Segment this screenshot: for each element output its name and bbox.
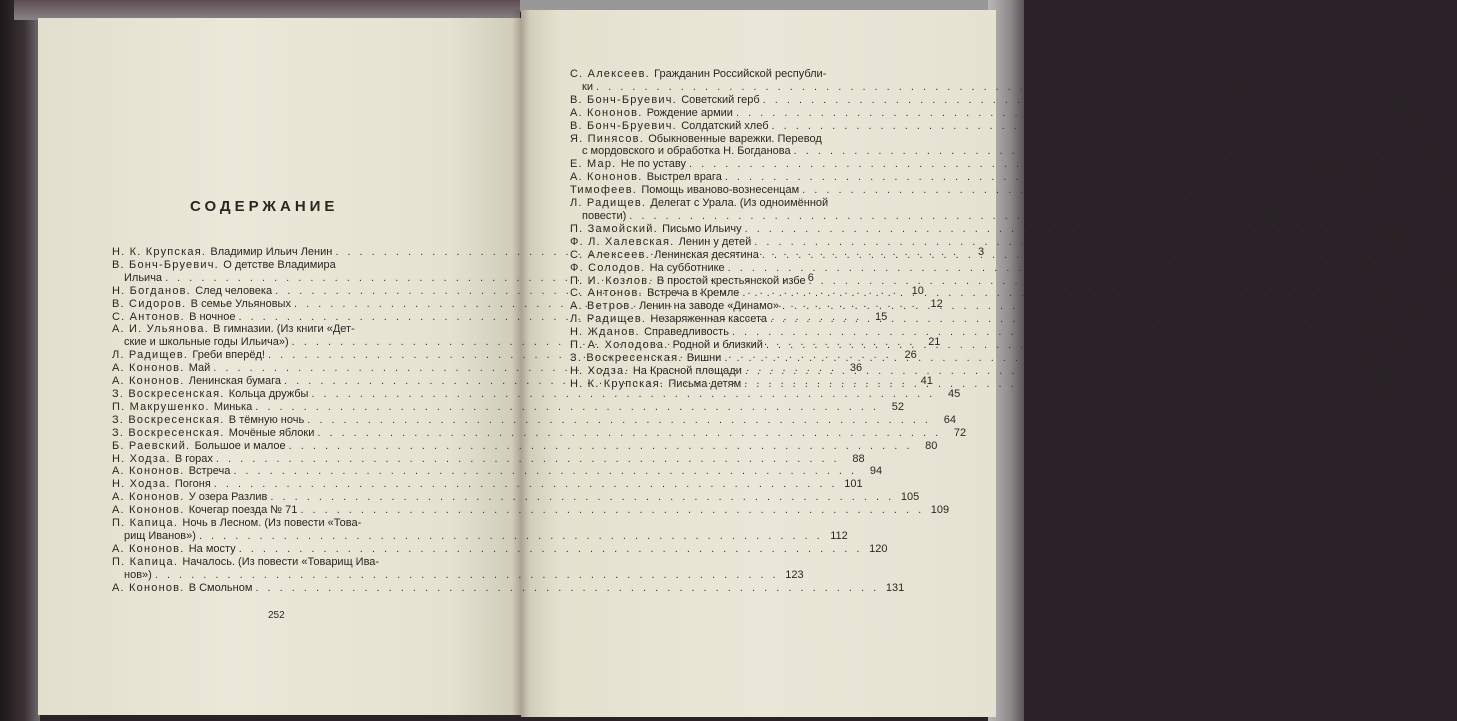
- toc-entry: [570, 106, 1385, 120]
- toc-entry: [570, 274, 1457, 288]
- toc-entry: [112, 542, 888, 556]
- toc-leader-dots: [317, 427, 941, 440]
- toc-page-number: 123: [785, 568, 804, 581]
- toc-leader-dots: [155, 569, 779, 582]
- toc-page-number: 112: [830, 529, 848, 542]
- toc-entry: [112, 478, 863, 491]
- toc-leader-dots: [216, 453, 840, 466]
- toc-entry: [112, 387, 961, 401]
- toc-author: П. А. Холодова.: [570, 339, 673, 352]
- toc-title: Выстрел врага: [646, 171, 722, 184]
- toc-leader-dots: [754, 236, 1378, 249]
- toc-title: Владимир Ильич Ленин: [210, 246, 333, 258]
- toc-entry-line: [570, 145, 1443, 158]
- toc-leader-dots: [763, 94, 1387, 107]
- page-title: СОДЕРЖАНИЕ: [190, 198, 339, 215]
- toc-title: Справедливость: [644, 326, 729, 339]
- toc-entry-line: [112, 465, 883, 478]
- toc-entry: [570, 68, 1245, 94]
- toc-leader-dots: [214, 478, 838, 491]
- toc-title: Ленинская десятина: [654, 248, 759, 261]
- toc-author: Ф. Солодов.: [570, 261, 650, 274]
- toc-title: Ленин у детей: [678, 235, 752, 248]
- toc-entry: [570, 222, 1394, 236]
- toc-page-number: 72: [953, 426, 967, 439]
- toc-author: А. Кононов.: [112, 465, 189, 478]
- toc-page-number: 236: [1354, 351, 1374, 364]
- toc-entry: [112, 400, 905, 414]
- toc-page-number: 94: [869, 465, 883, 478]
- toc-title: повести): [582, 209, 627, 222]
- toc-title: На субботнике: [649, 261, 725, 274]
- toc-entry-line-continued: [570, 133, 912, 146]
- toc-author: Л. Радищев.: [570, 197, 651, 210]
- toc-entry-line: [570, 326, 1381, 339]
- toc-entry-line: [570, 80, 1245, 94]
- toc-entry-line-continued: [112, 323, 452, 336]
- toc-entry-line: [570, 300, 1431, 313]
- toc-title: ки: [582, 80, 593, 93]
- toc-title: Незаряженная кассета: [650, 313, 768, 326]
- toc-entry: [570, 326, 1381, 339]
- toc-author: П. Капица.: [112, 517, 183, 530]
- book-board-top-left: [14, 0, 520, 20]
- toc-author: В. Бонч-Бруевич.: [570, 119, 682, 132]
- toc-leader-dots: [736, 107, 1360, 120]
- toc-entry: [570, 300, 1431, 313]
- toc-entry: [112, 504, 950, 517]
- toc-entry-line-continued: [112, 517, 452, 530]
- toc-author: П. И. Козлов.: [570, 274, 657, 287]
- toc-leader-dots: [239, 543, 863, 556]
- toc-title: нов»): [124, 568, 152, 581]
- toc-author: А. Кононов.: [112, 491, 189, 504]
- toc-title: с мордовского и обработка Н. Богданова: [582, 145, 791, 158]
- toc-page-number: 26: [904, 349, 917, 362]
- toc-page-number: 212: [1412, 300, 1431, 313]
- toc-author: Н. Ходза.: [570, 364, 633, 377]
- toc-author: П. Макрушенко.: [112, 400, 214, 413]
- toc-title: Родной и близкий: [672, 339, 763, 352]
- toc-entry: [570, 93, 1412, 107]
- toc-author: С. Антонов.: [570, 287, 648, 300]
- toc-author: А. Ветров.: [570, 300, 639, 313]
- toc-leader-dots: [725, 171, 1349, 184]
- toc-leader-dots: [794, 145, 1418, 158]
- toc-title: Не по уставу: [620, 158, 686, 171]
- toc-entry-line: [570, 248, 1411, 262]
- toc-entry-line: [112, 491, 920, 504]
- toc-author: З. Воскресенская.: [112, 426, 229, 439]
- toc-leader-dots: [596, 81, 1220, 94]
- toc-author: А. Кононов.: [570, 106, 647, 119]
- toc-entry-line: [112, 504, 950, 517]
- toc-entry-line: [570, 222, 1394, 236]
- toc-author: Н. Ходза.: [112, 478, 175, 491]
- toc-leader-dots: [289, 440, 913, 453]
- toc-author: Ф. Л. Халевская.: [570, 235, 679, 248]
- toc-entry-line: [570, 106, 1385, 120]
- toc-entry-line: [112, 568, 804, 582]
- toc-page-number: 158: [1355, 171, 1374, 184]
- toc-title: Вишни: [686, 351, 722, 364]
- toc-author: Л. Радищев.: [112, 349, 193, 362]
- toc-title: На Красной площади: [632, 364, 742, 377]
- toc-entry-line: [570, 119, 1421, 133]
- toc-title: Рождение армии: [646, 106, 733, 119]
- toc-entry: [112, 581, 905, 595]
- toc-page-number: 12: [930, 297, 943, 310]
- toc-author: П. Капица.: [112, 555, 183, 568]
- toc-page-number: 64: [943, 413, 956, 426]
- toc-page-number: 201: [1372, 287, 1392, 300]
- toc-entry-line: [112, 413, 956, 427]
- toc-entry-line: [112, 439, 938, 453]
- toc-page-number: 233: [1396, 339, 1415, 352]
- toc-entry: [570, 132, 1443, 159]
- toc-author: З. Воскресенская.: [570, 351, 687, 364]
- toc-page-number: 45: [947, 387, 961, 400]
- toc-author: Л. Радищев.: [570, 313, 651, 326]
- toc-leader-dots: [744, 378, 1368, 391]
- toc-page-number: 41: [920, 375, 933, 388]
- toc-leader-dots: [300, 504, 924, 517]
- toc-title: В горах: [174, 452, 213, 465]
- toc-leader-dots: [233, 465, 857, 478]
- toc-title: Началось. (Из повести «Товарищ Ива-: [182, 555, 380, 568]
- toc-title: Делегат с Урала. (Из одноимённой: [650, 197, 829, 210]
- toc-leader-dots: [629, 210, 1253, 223]
- toc-author: Н. Богданов.: [112, 284, 196, 297]
- toc-page-number: 175: [1375, 222, 1394, 235]
- toc-leader-dots: [770, 310, 1394, 326]
- toc-entry-line-continued: [570, 197, 912, 210]
- toc-page-number: 52: [891, 400, 905, 413]
- toc-page-number: 195: [1358, 261, 1377, 274]
- toc-leader-dots: [772, 120, 1396, 133]
- toc-page-number: 165: [1259, 209, 1279, 222]
- toc-author: А. Кононов.: [570, 171, 647, 184]
- toc-author: П. Замойский.: [570, 222, 663, 235]
- toc-page-number: 131: [885, 581, 905, 594]
- toc-author: А. Кононов.: [112, 542, 189, 555]
- toc-page-number: 105: [900, 491, 920, 504]
- toc-author: А. Кононов.: [112, 504, 189, 517]
- toc-entry-line: [112, 542, 888, 556]
- toc-entry-line-continued: [570, 68, 912, 81]
- toc-title: В ночное: [189, 310, 236, 323]
- toc-title: Гражданин Российской республи-: [654, 68, 827, 80]
- toc-author: Б. Раевский.: [112, 439, 195, 452]
- toc-leader-dots: [199, 530, 823, 543]
- toc-page-number: 192: [1392, 248, 1411, 261]
- toc-title: Кочегар поезда № 71: [188, 504, 298, 517]
- toc-entry: [570, 119, 1421, 133]
- toc-entry-line: [112, 452, 865, 466]
- toc-entry: [570, 197, 1279, 223]
- toc-title: Минька: [213, 400, 253, 413]
- toc-title: В семье Ульяновых: [190, 297, 291, 310]
- toc-page-number: 146: [1401, 119, 1421, 132]
- toc-page-number: 21: [928, 336, 941, 349]
- toc-author: В. Бонч-Бруевич.: [112, 258, 224, 271]
- toc-entry: [112, 439, 938, 453]
- toc-entry-line-continued: [112, 556, 452, 569]
- toc-author: З. Воскресенская.: [112, 413, 229, 426]
- toc-title: Греби вперёд!: [192, 349, 265, 362]
- toc-entry: [112, 452, 865, 466]
- toc-title: Обыкновенные варежки. Перевод: [648, 132, 822, 145]
- toc-page-number: 6: [807, 271, 814, 284]
- toc-page-number: 216: [1400, 313, 1419, 326]
- toc-entry: [570, 158, 1338, 171]
- toc-title: У озера Разлив: [188, 491, 268, 504]
- toc-author: А. Кононов.: [112, 581, 189, 594]
- toc-author: А. И. Ульянова.: [112, 323, 214, 336]
- toc-entry-line: [112, 387, 961, 401]
- toc-author: С. Алексеев.: [570, 248, 655, 261]
- toc-page-number: 88: [852, 452, 865, 465]
- toc-leader-dots: [307, 414, 931, 427]
- toc-page-number: 120: [869, 542, 888, 555]
- toc-title: Встреча в Кремле: [647, 287, 740, 300]
- toc-entry: [112, 426, 967, 440]
- toc-author: Н. Жданов.: [570, 326, 645, 339]
- toc-leader-dots: [766, 339, 1390, 352]
- toc-page-number: 188: [1384, 235, 1404, 248]
- toc-page-number: 243: [1375, 364, 1394, 377]
- toc-entry-line: [570, 274, 1457, 288]
- toc-page-number: 198: [1439, 274, 1457, 287]
- toc-entry-line: [570, 209, 1279, 223]
- toc-author: В. Бонч-Бруевич.: [570, 93, 682, 106]
- toc-entry-line: [112, 478, 863, 491]
- toc-title: В тёмную ночь: [228, 413, 305, 426]
- toc-page-number: 135: [1226, 80, 1245, 93]
- toc-title: Погоня: [174, 478, 211, 491]
- toc-entry-line: [570, 184, 1451, 197]
- toc-leader-dots: [255, 582, 879, 595]
- toc-entry: [570, 171, 1374, 184]
- toc-entry: [570, 184, 1451, 197]
- toc-page-number: 139: [1393, 93, 1412, 106]
- toc-entry: [570, 261, 1377, 275]
- toc-author: Н. Ходза.: [112, 452, 175, 465]
- toc-page-number: 155: [1319, 158, 1338, 171]
- toc-page-number: 80: [925, 439, 938, 452]
- toc-entry-line: [570, 364, 1394, 378]
- toc-title: ские и школьные годы Ильича»): [124, 336, 289, 349]
- toc-entry: [112, 491, 920, 504]
- toc-author: В. Сидоров.: [112, 297, 191, 310]
- toc-title: Помощь иваново-вознесенцам: [641, 184, 800, 197]
- toc-title: Большое и малое: [194, 439, 286, 452]
- toc-title: На мосту: [188, 542, 236, 555]
- toc-page-number: 142: [1366, 106, 1385, 119]
- toc-author: Тимофеев.: [570, 184, 642, 197]
- toc-entry: [570, 235, 1404, 249]
- toc-leader-dots: [724, 352, 1348, 365]
- toc-leader-dots: [270, 491, 894, 504]
- toc-entry-line: [570, 93, 1412, 107]
- toc-title: Письма детям: [668, 377, 742, 390]
- toc-page-number: 109: [930, 504, 950, 517]
- toc-title: Ленинская бумага: [188, 375, 282, 388]
- toc-leader-dots: [745, 223, 1369, 236]
- toc-author: А. Кононов.: [112, 375, 189, 388]
- toc-entry-line: [112, 529, 848, 543]
- toc-entry-line: [112, 581, 905, 595]
- toc-entry: [570, 364, 1394, 378]
- toc-leader-dots: [255, 401, 879, 414]
- toc-page-number: 36: [849, 362, 863, 375]
- toc-author: Н. К. Крупская.: [112, 246, 211, 258]
- toc-entry-line-continued: [112, 259, 452, 272]
- toc-page-number: 3: [978, 246, 985, 258]
- toc-leader-dots: [742, 284, 1366, 300]
- toc-entry: [570, 248, 1411, 262]
- toc-page-number: 101: [844, 478, 863, 491]
- toc-author: А. Кононов.: [112, 362, 189, 375]
- toc-entry: [112, 555, 804, 582]
- toc-title: Май: [188, 362, 211, 375]
- toc-title: Солдатский хлеб: [681, 119, 769, 132]
- toc-title: Ильича: [124, 271, 163, 284]
- toc-title: Ленин на заводе «Динамо»: [638, 300, 779, 313]
- toc-author: С. Алексеев.: [570, 68, 655, 80]
- toc-page-number: 149: [1424, 145, 1443, 158]
- toc-title: Советский герб: [681, 93, 760, 106]
- toc-leader-dots: [745, 365, 1369, 378]
- toc-page-number: 250: [1374, 377, 1393, 390]
- toc-entry: [570, 310, 1419, 326]
- toc-entry-line: [112, 400, 905, 414]
- toc-leader-dots: [762, 249, 1386, 262]
- page-number: 252: [268, 610, 285, 621]
- toc-page-number: 162: [1432, 184, 1451, 197]
- toc-title: О детстве Владимира: [223, 258, 336, 271]
- toc-title: След человека: [195, 284, 273, 297]
- toc-title: Ночь в Лесном. (Из повести «Това-: [182, 517, 362, 530]
- toc-leader-dots: [732, 326, 1356, 339]
- toc-entry: [112, 413, 956, 427]
- toc-author: Н. К. Крупская.: [570, 377, 669, 390]
- toc-page-number: 10: [911, 284, 924, 297]
- toc-entry-line: [570, 158, 1338, 171]
- toc-leader-dots: [782, 297, 1406, 313]
- toc-author: З. Воскресенская.: [112, 387, 229, 400]
- toc-entry-line: [570, 171, 1374, 184]
- toc-page-number: 15: [875, 310, 888, 323]
- book-cover-left-edge: [0, 0, 40, 721]
- toc-entry-line: [570, 235, 1404, 249]
- toc-leader-dots: [802, 184, 1426, 197]
- toc-leader-dots: [689, 158, 1313, 171]
- toc-title: В простой крестьянской избе: [656, 274, 806, 287]
- toc-title: Мочёные яблоки: [228, 426, 315, 439]
- toc-title: Письмо Ильичу: [662, 222, 742, 235]
- toc-leader-dots: [728, 262, 1352, 275]
- toc-entry-line: [570, 261, 1377, 275]
- toc-title: В Смольном: [188, 581, 253, 594]
- toc-entry: [112, 465, 883, 478]
- toc-entry-line: [570, 310, 1419, 326]
- toc-author: Е. Мар.: [570, 158, 621, 171]
- toc-entry: [112, 517, 848, 543]
- toc-title: Встреча: [188, 465, 231, 478]
- toc-leader-dots: [809, 275, 1433, 288]
- toc-entry-line: [112, 426, 967, 440]
- toc-title: Кольца дружбы: [228, 387, 309, 400]
- toc-title: рищ Иванов»): [124, 529, 196, 542]
- toc-title: В гимназии. (Из книги «Дет-: [213, 323, 355, 336]
- toc-page-number: 225: [1362, 326, 1381, 339]
- toc-author: Я. Пинясов.: [570, 132, 649, 145]
- toc-author: С. Антонов.: [112, 310, 190, 323]
